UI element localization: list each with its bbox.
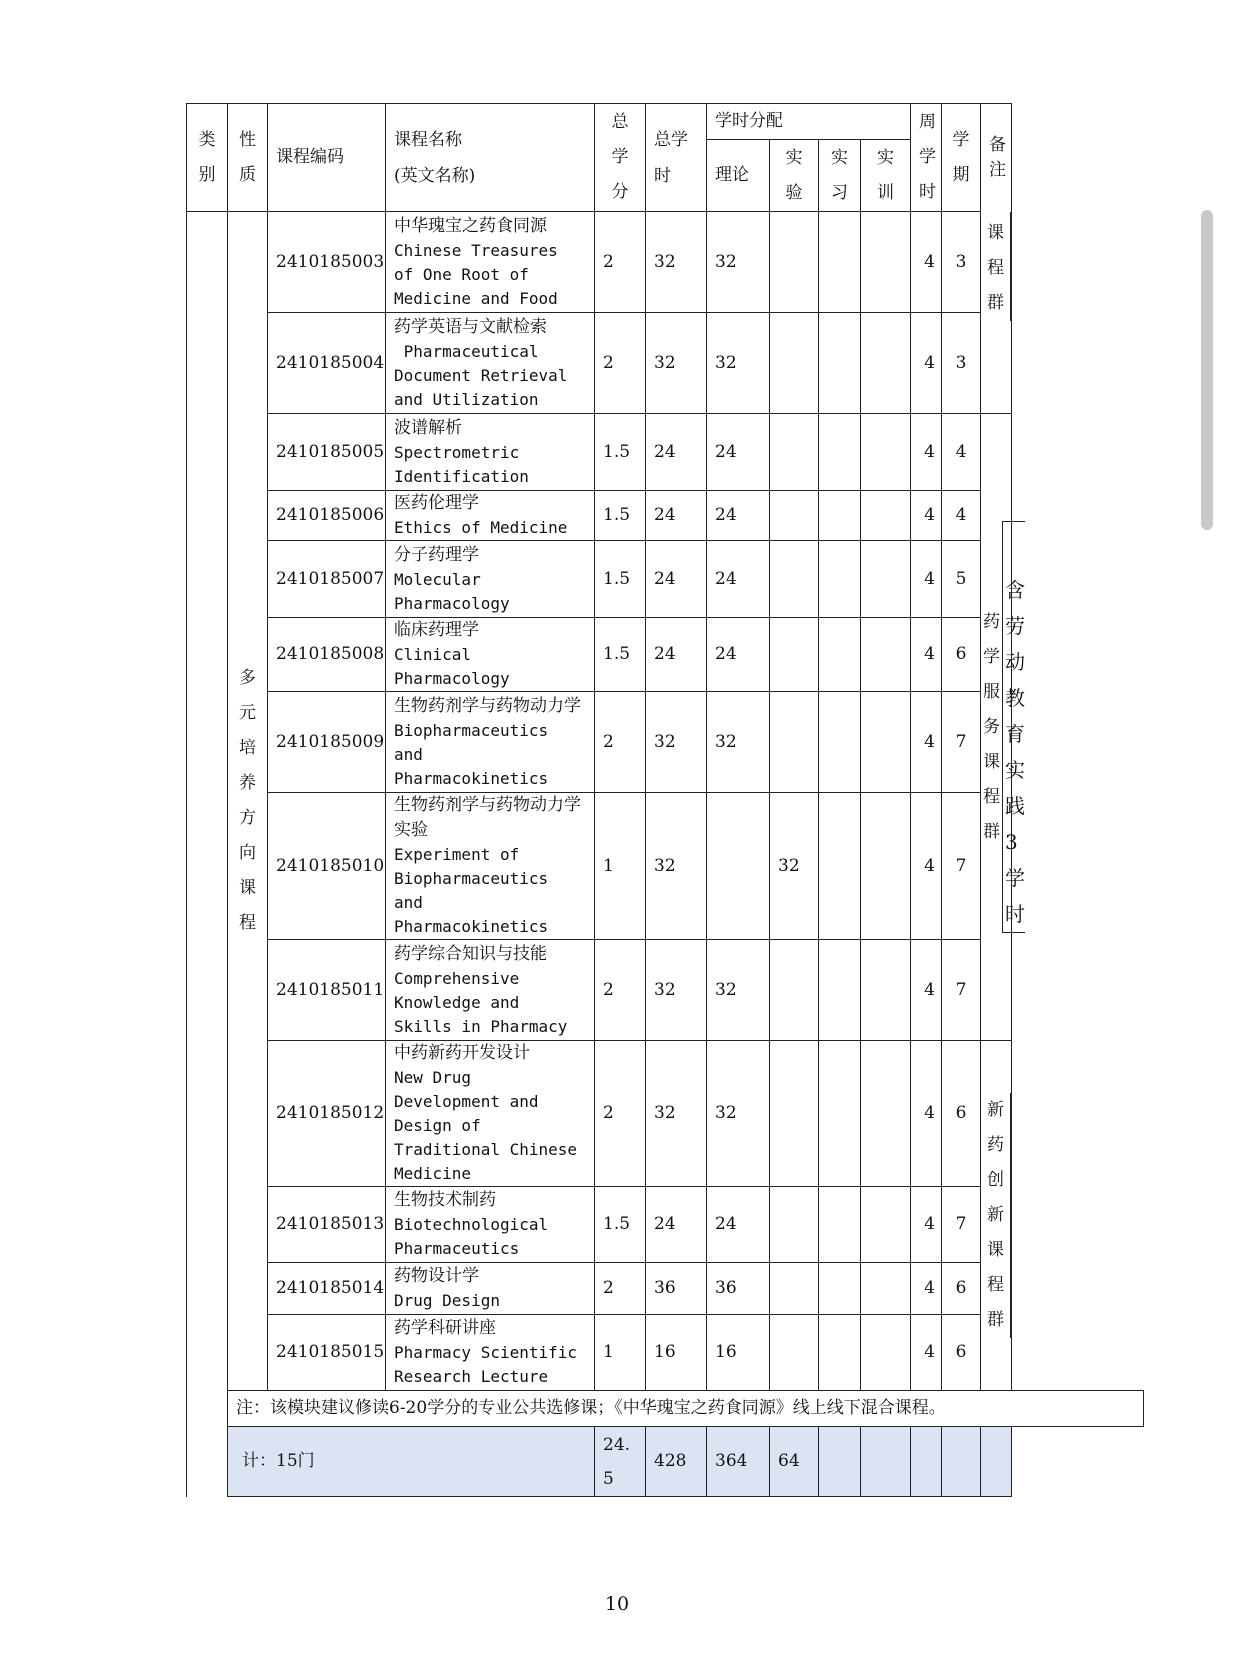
course-name-en: Experiment of Biopharmaceutics and Pharmacokinetics	[394, 845, 558, 936]
header-internship: 实 习	[819, 140, 861, 212]
course-theory-hours: 36	[707, 1263, 770, 1315]
course-code: 2410185015	[268, 1315, 386, 1391]
course-internship-hours	[819, 1041, 861, 1187]
course-weekly-hours: 4	[911, 618, 942, 692]
course-semester: 6	[942, 618, 981, 692]
course-credits: 1.5	[595, 491, 646, 541]
course-name	[386, 313, 595, 414]
course-total-hours: 32	[646, 1041, 707, 1187]
course-name-zh: 波谱解析	[394, 417, 462, 438]
course-credits: 1.5	[595, 541, 646, 618]
header-nature: 性 质	[228, 104, 268, 212]
course-total-hours: 24	[646, 541, 707, 618]
course-internship-hours	[819, 618, 861, 692]
course-weekly-hours: 4	[911, 541, 942, 618]
course-training-hours	[861, 313, 911, 414]
table-row	[187, 414, 1144, 491]
group-1-cell	[981, 212, 1012, 414]
header-training: 实 训	[861, 140, 911, 212]
course-name-zh: 药物设计学	[394, 1266, 479, 1286]
course-weekly-hours: 4	[911, 692, 942, 793]
course-internship-hours	[819, 414, 861, 491]
course-name-en: Chinese Treasures of One Root of Medicine and Food	[394, 240, 568, 308]
course-name-en: Ethics of Medicine	[394, 518, 568, 537]
course-name	[386, 692, 595, 793]
category-cell	[187, 212, 228, 1497]
course-experiment-hours	[770, 491, 819, 541]
header-code: 课程编码	[268, 104, 386, 212]
course-name-zh: 药学综合知识与技能	[394, 943, 547, 964]
course-training-hours	[861, 491, 911, 541]
course-experiment-hours	[770, 692, 819, 793]
course-name	[386, 1263, 595, 1315]
course-name-en: Spectrometric Identification	[394, 442, 529, 486]
course-internship-hours	[819, 212, 861, 313]
group-2-cell	[981, 414, 1025, 1041]
course-training-hours	[861, 940, 911, 1041]
course-theory-hours: 24	[707, 618, 770, 692]
course-name-zh: 药学英语与文献检索	[394, 316, 547, 337]
course-internship-hours	[819, 940, 861, 1041]
course-theory-hours: 24	[707, 491, 770, 541]
course-internship-hours	[819, 793, 861, 940]
course-internship-hours	[819, 1263, 861, 1315]
course-semester: 3	[942, 212, 981, 313]
total-hours: 428	[646, 1427, 707, 1497]
group-2-label: 药 学 服 务 课 程 群	[981, 521, 1003, 933]
course-weekly-hours: 4	[911, 1041, 942, 1187]
course-credits: 2	[595, 692, 646, 793]
header-allocation: 学时分配	[707, 104, 911, 140]
course-name	[386, 940, 595, 1041]
table-row	[187, 1041, 1144, 1187]
course-table	[186, 103, 1144, 1497]
course-total-hours: 24	[646, 414, 707, 491]
course-weekly-hours: 4	[911, 491, 942, 541]
course-credits: 1.5	[595, 414, 646, 491]
header-theory: 理论	[707, 140, 770, 212]
table-row	[187, 212, 1144, 313]
course-training-hours	[861, 541, 911, 618]
course-code: 2410185011	[268, 940, 386, 1041]
course-total-hours: 32	[646, 940, 707, 1041]
course-weekly-hours: 4	[911, 940, 942, 1041]
course-training-hours	[861, 1263, 911, 1315]
course-weekly-hours: 4	[911, 1263, 942, 1315]
module-note: 注：该模块建议修读6-20学分的专业公共选修课；《中华瑰宝之药食同源》线上线下混合课程。	[228, 1391, 1144, 1427]
course-name-en: Molecular Pharmacology	[394, 569, 510, 613]
header-semester: 学 期	[942, 104, 981, 212]
course-semester: 5	[942, 541, 981, 618]
course-credits: 2	[595, 1263, 646, 1315]
course-name-zh: 临床药理学	[394, 620, 479, 640]
course-experiment-hours	[770, 414, 819, 491]
course-theory-hours: 16	[707, 1315, 770, 1391]
total-empty-cell	[819, 1427, 861, 1497]
course-internship-hours	[819, 1187, 861, 1263]
course-code: 2410185009	[268, 692, 386, 793]
course-code: 2410185004	[268, 313, 386, 414]
course-credits: 1	[595, 793, 646, 940]
header-name: 课程名称 (英文名称)	[386, 104, 595, 212]
group-2-remark	[1003, 521, 1025, 933]
course-name-en: Drug Design	[394, 1291, 500, 1310]
course-training-hours	[861, 212, 911, 313]
course-name-zh: 生物药剂学与药物动力学	[394, 695, 581, 716]
course-weekly-hours: 4	[911, 414, 942, 491]
course-theory-hours	[707, 793, 770, 940]
header-remarks: 备注	[981, 104, 1012, 212]
course-experiment-hours	[770, 1041, 819, 1187]
course-code: 2410185003	[268, 212, 386, 313]
course-internship-hours	[819, 1315, 861, 1391]
course-name	[386, 491, 595, 541]
course-total-hours: 32	[646, 212, 707, 313]
course-name-en: Biopharmaceutics and Pharmacokinetics	[394, 720, 558, 788]
scrollbar-thumb[interactable]	[1201, 210, 1213, 530]
course-internship-hours	[819, 491, 861, 541]
total-empty-cell	[911, 1427, 942, 1497]
nature-cell: 多 元 培 养 方 向 课 程	[228, 212, 268, 1391]
course-theory-hours: 32	[707, 692, 770, 793]
course-credits: 2	[595, 1041, 646, 1187]
total-empty-cell	[942, 1427, 981, 1497]
course-code: 2410185008	[268, 618, 386, 692]
total-theory: 364	[707, 1427, 770, 1497]
course-name-zh: 生物技术制药	[394, 1190, 496, 1210]
course-theory-hours: 32	[707, 313, 770, 414]
course-training-hours	[861, 414, 911, 491]
course-code: 2410185010	[268, 793, 386, 940]
group-3-cell	[981, 1041, 1012, 1391]
course-total-hours: 32	[646, 793, 707, 940]
course-name	[386, 1187, 595, 1263]
header-category: 类 别	[187, 104, 228, 212]
course-semester: 4	[942, 491, 981, 541]
course-semester: 7	[942, 940, 981, 1041]
course-experiment-hours	[770, 940, 819, 1041]
labor-remark: 含劳动教育实践3学时	[1003, 521, 1025, 933]
group-3-label: 新 药 创 新 课 程 群	[981, 1093, 1011, 1338]
course-weekly-hours: 4	[911, 313, 942, 414]
course-total-hours: 32	[646, 692, 707, 793]
course-weekly-hours: 4	[911, 793, 942, 940]
course-total-hours: 16	[646, 1315, 707, 1391]
total-label: 计：15门	[228, 1427, 595, 1497]
course-experiment-hours	[770, 1187, 819, 1263]
course-experiment-hours	[770, 541, 819, 618]
course-experiment-hours: 32	[770, 793, 819, 940]
course-total-hours: 36	[646, 1263, 707, 1315]
course-name	[386, 541, 595, 618]
course-credits: 1.5	[595, 1187, 646, 1263]
course-internship-hours	[819, 313, 861, 414]
course-semester: 6	[942, 1041, 981, 1187]
course-theory-hours: 24	[707, 541, 770, 618]
course-name-zh: 分子药理学	[394, 544, 479, 565]
course-code: 2410185006	[268, 491, 386, 541]
course-code: 2410185013	[268, 1187, 386, 1263]
course-theory-hours: 32	[707, 940, 770, 1041]
course-experiment-hours	[770, 313, 819, 414]
course-training-hours	[861, 1187, 911, 1263]
header-experiment: 实 验	[770, 140, 819, 212]
course-name-en: Pharmaceutical Document Retrieval and Utilization	[394, 341, 578, 409]
course-semester: 6	[942, 1315, 981, 1391]
course-credits: 2	[595, 940, 646, 1041]
total-credits: 24.5	[595, 1427, 646, 1497]
course-semester: 7	[942, 692, 981, 793]
header-weekly: 周 学 时	[911, 104, 942, 212]
course-code: 2410185007	[268, 541, 386, 618]
course-semester: 3	[942, 313, 981, 414]
course-training-hours	[861, 692, 911, 793]
course-credits: 1	[595, 1315, 646, 1391]
course-name-en: Clinical Pharmacology	[394, 645, 510, 688]
course-name-en: Pharmacy Scientific Research Lecture	[394, 1343, 587, 1386]
course-training-hours	[861, 793, 911, 940]
total-empty-cell	[981, 1427, 1012, 1497]
course-credits: 1.5	[595, 618, 646, 692]
course-name-zh: 医药伦理学	[394, 493, 479, 513]
group-1-label: 课 程 群	[981, 212, 1011, 321]
course-internship-hours	[819, 692, 861, 793]
course-training-hours	[861, 618, 911, 692]
course-theory-hours: 24	[707, 1187, 770, 1263]
course-experiment-hours	[770, 212, 819, 313]
course-credits: 2	[595, 313, 646, 414]
course-name	[386, 793, 595, 940]
course-experiment-hours	[770, 618, 819, 692]
course-name	[386, 212, 595, 313]
course-weekly-hours: 4	[911, 212, 942, 313]
course-name	[386, 414, 595, 491]
header-total-hours: 总学 时	[646, 104, 707, 212]
course-training-hours	[861, 1315, 911, 1391]
course-code: 2410185012	[268, 1041, 386, 1187]
course-name-zh: 中药新药开发设计	[394, 1043, 530, 1063]
course-weekly-hours: 4	[911, 1315, 942, 1391]
course-total-hours: 24	[646, 618, 707, 692]
course-name	[386, 1315, 595, 1391]
course-training-hours	[861, 1041, 911, 1187]
course-experiment-hours	[770, 1263, 819, 1315]
header-credits: 总 学 分	[595, 104, 646, 212]
course-experiment-hours	[770, 1315, 819, 1391]
course-total-hours: 32	[646, 313, 707, 414]
course-semester: 6	[942, 1263, 981, 1315]
course-internship-hours	[819, 541, 861, 618]
course-name-zh: 药学科研讲座	[394, 1318, 496, 1338]
total-experiment: 64	[770, 1427, 819, 1497]
total-empty-cell	[861, 1427, 911, 1497]
course-code: 2410185005	[268, 414, 386, 491]
course-theory-hours: 24	[707, 414, 770, 491]
course-name-en: New Drug Development and Design of Traditional Chinese Medicine	[394, 1068, 587, 1183]
course-semester: 4	[942, 414, 981, 491]
course-semester: 7	[942, 793, 981, 940]
course-theory-hours: 32	[707, 212, 770, 313]
course-name-zh: 中华瑰宝之药食同源	[394, 215, 547, 236]
course-semester: 7	[942, 1187, 981, 1263]
course-name	[386, 1041, 595, 1187]
course-code: 2410185014	[268, 1263, 386, 1315]
course-name-zh: 生物药剂学与药物动力学实验	[394, 795, 581, 840]
course-total-hours: 24	[646, 491, 707, 541]
course-theory-hours: 32	[707, 1041, 770, 1187]
course-credits: 2	[595, 212, 646, 313]
course-total-hours: 24	[646, 1187, 707, 1263]
course-weekly-hours: 4	[911, 1187, 942, 1263]
course-name-en: Comprehensive Knowledge and Skills in Pharmacy	[394, 968, 568, 1036]
course-name	[386, 618, 595, 692]
course-name-en: Biotechnological Pharmaceutics	[394, 1215, 558, 1258]
page-number: 10	[604, 1593, 630, 1615]
